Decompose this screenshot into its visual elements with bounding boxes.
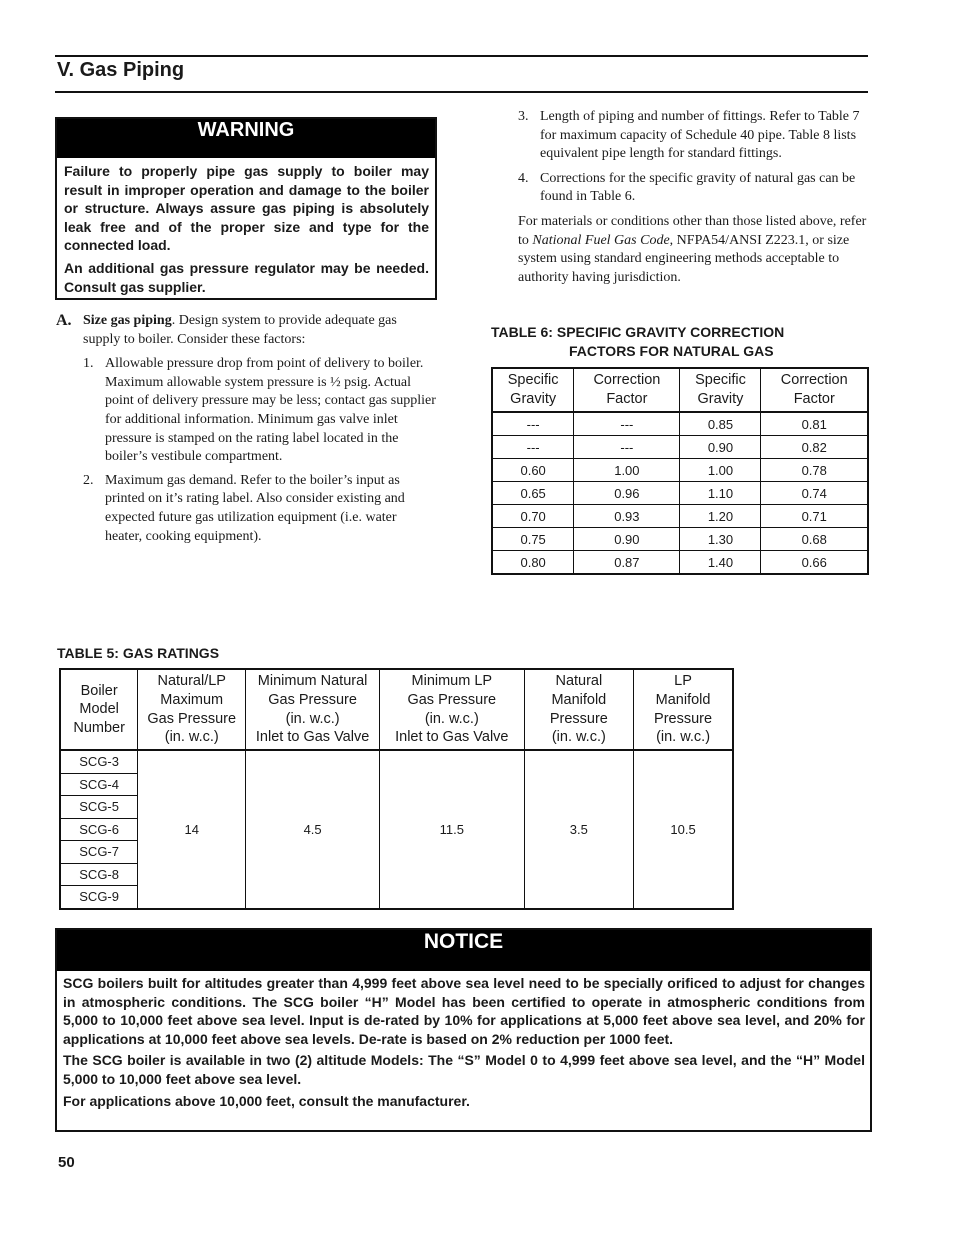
table-cell: 1.20	[680, 505, 761, 528]
top-rule	[55, 55, 868, 57]
warning-heading: WARNING	[57, 119, 435, 158]
table-cell: 1.30	[680, 528, 761, 551]
factor-text: Corrections for the specific gravity of natural gas can be found in Table 6.	[540, 170, 856, 205]
table-cell: ---	[574, 436, 680, 459]
table-cell: 0.66	[761, 551, 868, 575]
factor-item	[518, 170, 870, 207]
warning-paragraph: Failure to properly pipe gas supply to boiler may result in improper operation and damage to the boiler or structure. Always assure gas piping is absolutely leak free and of the proper size and type for the connected load.	[64, 163, 429, 254]
table-cell: 0.70	[492, 505, 574, 528]
model-number-cell: SCG-7	[60, 841, 138, 864]
factor-item	[83, 355, 436, 467]
table-row	[492, 528, 868, 551]
rating-value-cell: 11.5	[380, 750, 525, 909]
table-row	[492, 459, 868, 482]
factor-text: Maximum gas demand. Refer to the boiler’s input as printed on it’s rating label. Also consider existing and expected future gas utilization equipment (i.e. water heater, cooking equipment).	[105, 472, 405, 544]
rating-value-cell: 3.5	[524, 750, 634, 909]
factor-text: Allowable pressure drop from point of delivery to boiler. Maximum allowable system pressure is ½ psig. Actual point of delivery pressure may be less; contact gas supplier for additional information. Minimum gas valve inlet pressure is stamped on the rating label located in the boiler’s vestibule compartment.	[105, 356, 436, 465]
table-cell: ---	[492, 436, 574, 459]
table-cell: 0.68	[761, 528, 868, 551]
model-number-cell: SCG-8	[60, 863, 138, 886]
model-number-cell: SCG-3	[60, 750, 138, 773]
notice-heading: NOTICE	[57, 930, 870, 971]
table-cell: 0.81	[761, 412, 868, 436]
column-header: Correction Factor	[574, 368, 680, 412]
table-cell: 0.85	[680, 412, 761, 436]
table-cell: 0.93	[574, 505, 680, 528]
column-header: Natural/LP Maximum Gas Pressure (in. w.c.)	[138, 669, 246, 750]
column-header: Specific Gravity	[680, 368, 761, 412]
model-number-cell: SCG-5	[60, 796, 138, 819]
notice-paragraph: The SCG boiler is available in two (2) altitude Models: The “S” Model 0 to 4,999 feet above sea level, and the “H” Model 5,000 to 10,000 feet above sea level.	[63, 1052, 865, 1087]
closing-text: For materials or conditions other than those listed above, refer to	[518, 213, 867, 248]
table5-gas-ratings	[59, 668, 734, 910]
table-cell: ---	[574, 412, 680, 436]
table-cell: 0.65	[492, 482, 574, 505]
factor-number: 2.	[83, 472, 94, 488]
table6-caption-line: TABLE 6: SPECIFIC GRAVITY CORRECTION	[491, 324, 785, 340]
title-underline	[55, 91, 868, 93]
closing-paragraph	[518, 213, 870, 287]
page-number: 50	[58, 1154, 75, 1171]
right-column	[518, 108, 870, 287]
factor-text: Length of piping and number of fittings. Refer to Table 7 for maximum capacity of Schedule 40 pipe. Table 8 lists equivalent pipe length for standard fittings.	[540, 109, 860, 162]
code-reference: National Fuel Gas Code	[532, 232, 670, 248]
table-cell: 0.75	[492, 528, 574, 551]
model-number-cell: SCG-9	[60, 886, 138, 909]
table-cell: 0.78	[761, 459, 868, 482]
rating-value-cell: 10.5	[634, 750, 733, 909]
closing-text: , NFPA54/ANSI Z223.1, or size system using standard engineering methods acceptable to authority having jurisdiction.	[518, 232, 850, 285]
column-header: LP Manifold Pressure (in. w.c.)	[634, 669, 733, 750]
rating-value-cell: 14	[138, 750, 246, 909]
table-header-row	[60, 669, 733, 750]
section-intro-text: . Design system to provide adequate gas supply to boiler. Consider these factors:	[83, 313, 397, 347]
column-header: Correction Factor	[761, 368, 868, 412]
column-header: Boiler Model Number	[60, 669, 138, 750]
notice-box	[55, 928, 872, 1132]
column-header: Natural Manifold Pressure (in. w.c.)	[524, 669, 634, 750]
column-header: Minimum LP Gas Pressure (in. w.c.) Inlet to Gas Valve	[380, 669, 525, 750]
factor-list	[56, 355, 436, 546]
table-row	[492, 482, 868, 505]
table-cell: 0.87	[574, 551, 680, 575]
table6-specific-gravity	[491, 367, 869, 575]
model-number-cell: SCG-6	[60, 818, 138, 841]
factor-number: 4.	[518, 170, 529, 186]
factor-item	[83, 472, 436, 546]
table-cell: 1.10	[680, 482, 761, 505]
table6-caption-line: FACTORS FOR NATURAL GAS	[569, 342, 774, 359]
table-cell: 0.74	[761, 482, 868, 505]
column-header: Minimum Natural Gas Pressure (in. w.c.) Inlet to Gas Valve	[246, 669, 380, 750]
table-cell: 0.80	[492, 551, 574, 575]
table-row	[60, 750, 733, 773]
warning-paragraph: An additional gas pressure regulator may be needed. Consult gas supplier.	[64, 259, 429, 295]
table-header-row	[492, 368, 868, 412]
model-number-cell: SCG-4	[60, 773, 138, 796]
table-cell: 0.90	[680, 436, 761, 459]
table-row	[492, 436, 868, 459]
table-cell: ---	[492, 412, 574, 436]
table-row	[492, 551, 868, 575]
factor-item	[518, 108, 870, 164]
section-title: V. Gas Piping	[57, 59, 185, 81]
table-row	[492, 412, 868, 436]
table-cell: 0.96	[574, 482, 680, 505]
table-cell: 0.60	[492, 459, 574, 482]
section-intro	[83, 312, 436, 349]
table-cell: 1.00	[680, 459, 761, 482]
table6-caption	[491, 323, 784, 360]
table-cell: 0.71	[761, 505, 868, 528]
factor-number: 3.	[518, 109, 529, 124]
rating-value-cell: 4.5	[246, 750, 380, 909]
notice-paragraph: For applications above 10,000 feet, consult the manufacturer.	[63, 1092, 470, 1109]
factor-number: 1.	[83, 356, 94, 372]
column-header: Specific Gravity	[492, 368, 574, 412]
table-cell: 1.00	[574, 459, 680, 482]
table-cell: 0.90	[574, 528, 680, 551]
warning-box	[55, 117, 437, 300]
section-letter: A.	[56, 312, 72, 329]
table-row	[492, 505, 868, 528]
table-cell: 0.82	[761, 436, 868, 459]
table-cell: 1.40	[680, 551, 761, 575]
section-lead: Size gas piping	[83, 313, 172, 328]
section-a	[56, 312, 436, 551]
table5-caption: TABLE 5: GAS RATINGS	[57, 645, 220, 661]
notice-paragraph: SCG boilers built for altitudes greater than 4,999 feet above sea level need to be specially orificed to adjust for changes in atmospheric conditions. The SCG boiler “H” Model has been certified to operate in atmospheric conditions from 5,000 to 10,000 feet above sea level. Input is de-rated by 10% for applications at 5,000 feet above sea level, and 20% for applications at 10,000 feet above sea levels. De-rate is based on 2% reduction per 1000 feet.	[63, 975, 865, 1047]
